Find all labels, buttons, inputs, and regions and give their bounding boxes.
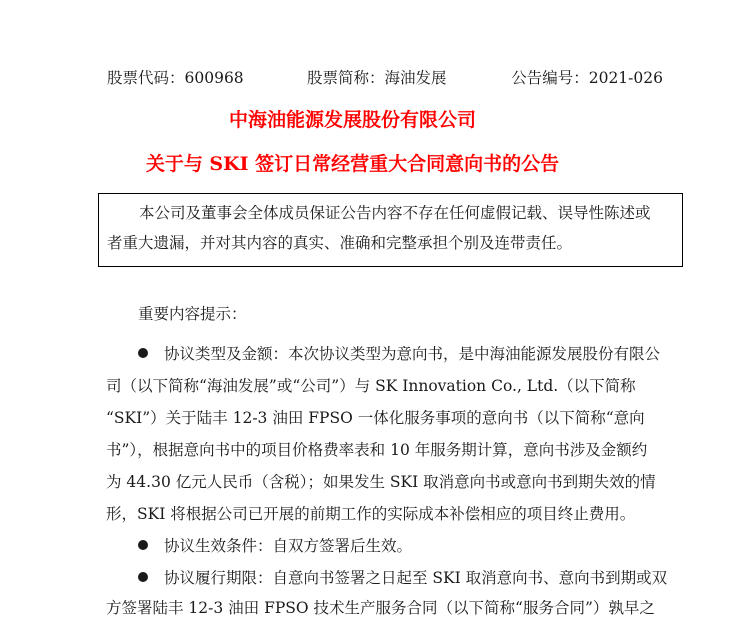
announcement-number: 公告编号：2021-026 — [511, 69, 663, 87]
bullet-item-1-line-4: 书”），根据意向书中的项目价格费率表和 10 年服务期计算，意向书涉及金额约 — [106, 441, 648, 459]
bullet-item-1-line-6: 形，SKI 将根据公司已开展的前期工作的实际成本补偿相应的项目终止费用。 — [106, 505, 636, 523]
header-line — [107, 66, 663, 90]
notice-line-2: 者重大遗漏，并对其内容的真实、准确和完整承担个别及连带责任。 — [107, 234, 573, 252]
bullet-icon — [138, 540, 148, 550]
bullet-item-1-line-2: 司（以下简称“海油发展”或“公司”）与 SK Innovation Co., Ltd.（以下简称 — [106, 377, 636, 395]
bullet-item-1-line-1: 协议类型及金额：本次协议类型为意向书，是中海油能源发展股份有限公 — [138, 342, 660, 366]
stock-abbreviation: 股票简称：海油发展 — [307, 69, 447, 87]
bullet-item-3-line-1: 协议履行期限：自意向书签署之日起至 SKI 取消意向书、意向书到期或双 — [138, 566, 667, 590]
stock-code: 股票代码：600968 — [107, 69, 244, 87]
bullet-item-3-line-2: 方签署陆丰 12-3 油田 FPSO 技术生产服务合同（以下简称“服务合同”）孰早之 — [106, 599, 655, 617]
bullet-icon — [138, 348, 148, 358]
company-title: 中海油能源发展股份有限公司 — [228, 109, 476, 131]
notice-line-1: 本公司及董事会全体成员保证公告内容不存在任何虚假记载、误导性陈述或 — [139, 204, 651, 222]
bullet-item-1-line-3: “SKI”）关于陆丰 12-3 油田 FPSO 一体化服务事项的意向书（以下简称“意向 — [106, 409, 645, 427]
bullet-icon — [138, 572, 148, 582]
bullet-item-2: 协议生效条件：自双方签署后生效。 — [138, 534, 412, 558]
board-guarantee-notice — [98, 193, 683, 267]
bullet-item-1-line-5: 为 44.30 亿元人民币（含税）；如果发生 SKI 取消意向书或意向书到期失效的情 — [106, 473, 656, 491]
key-points-heading: 重要内容提示： — [138, 305, 247, 323]
announcement-title: 关于与 SKI 签订日常经营重大合同意向书的公告 — [145, 153, 560, 175]
